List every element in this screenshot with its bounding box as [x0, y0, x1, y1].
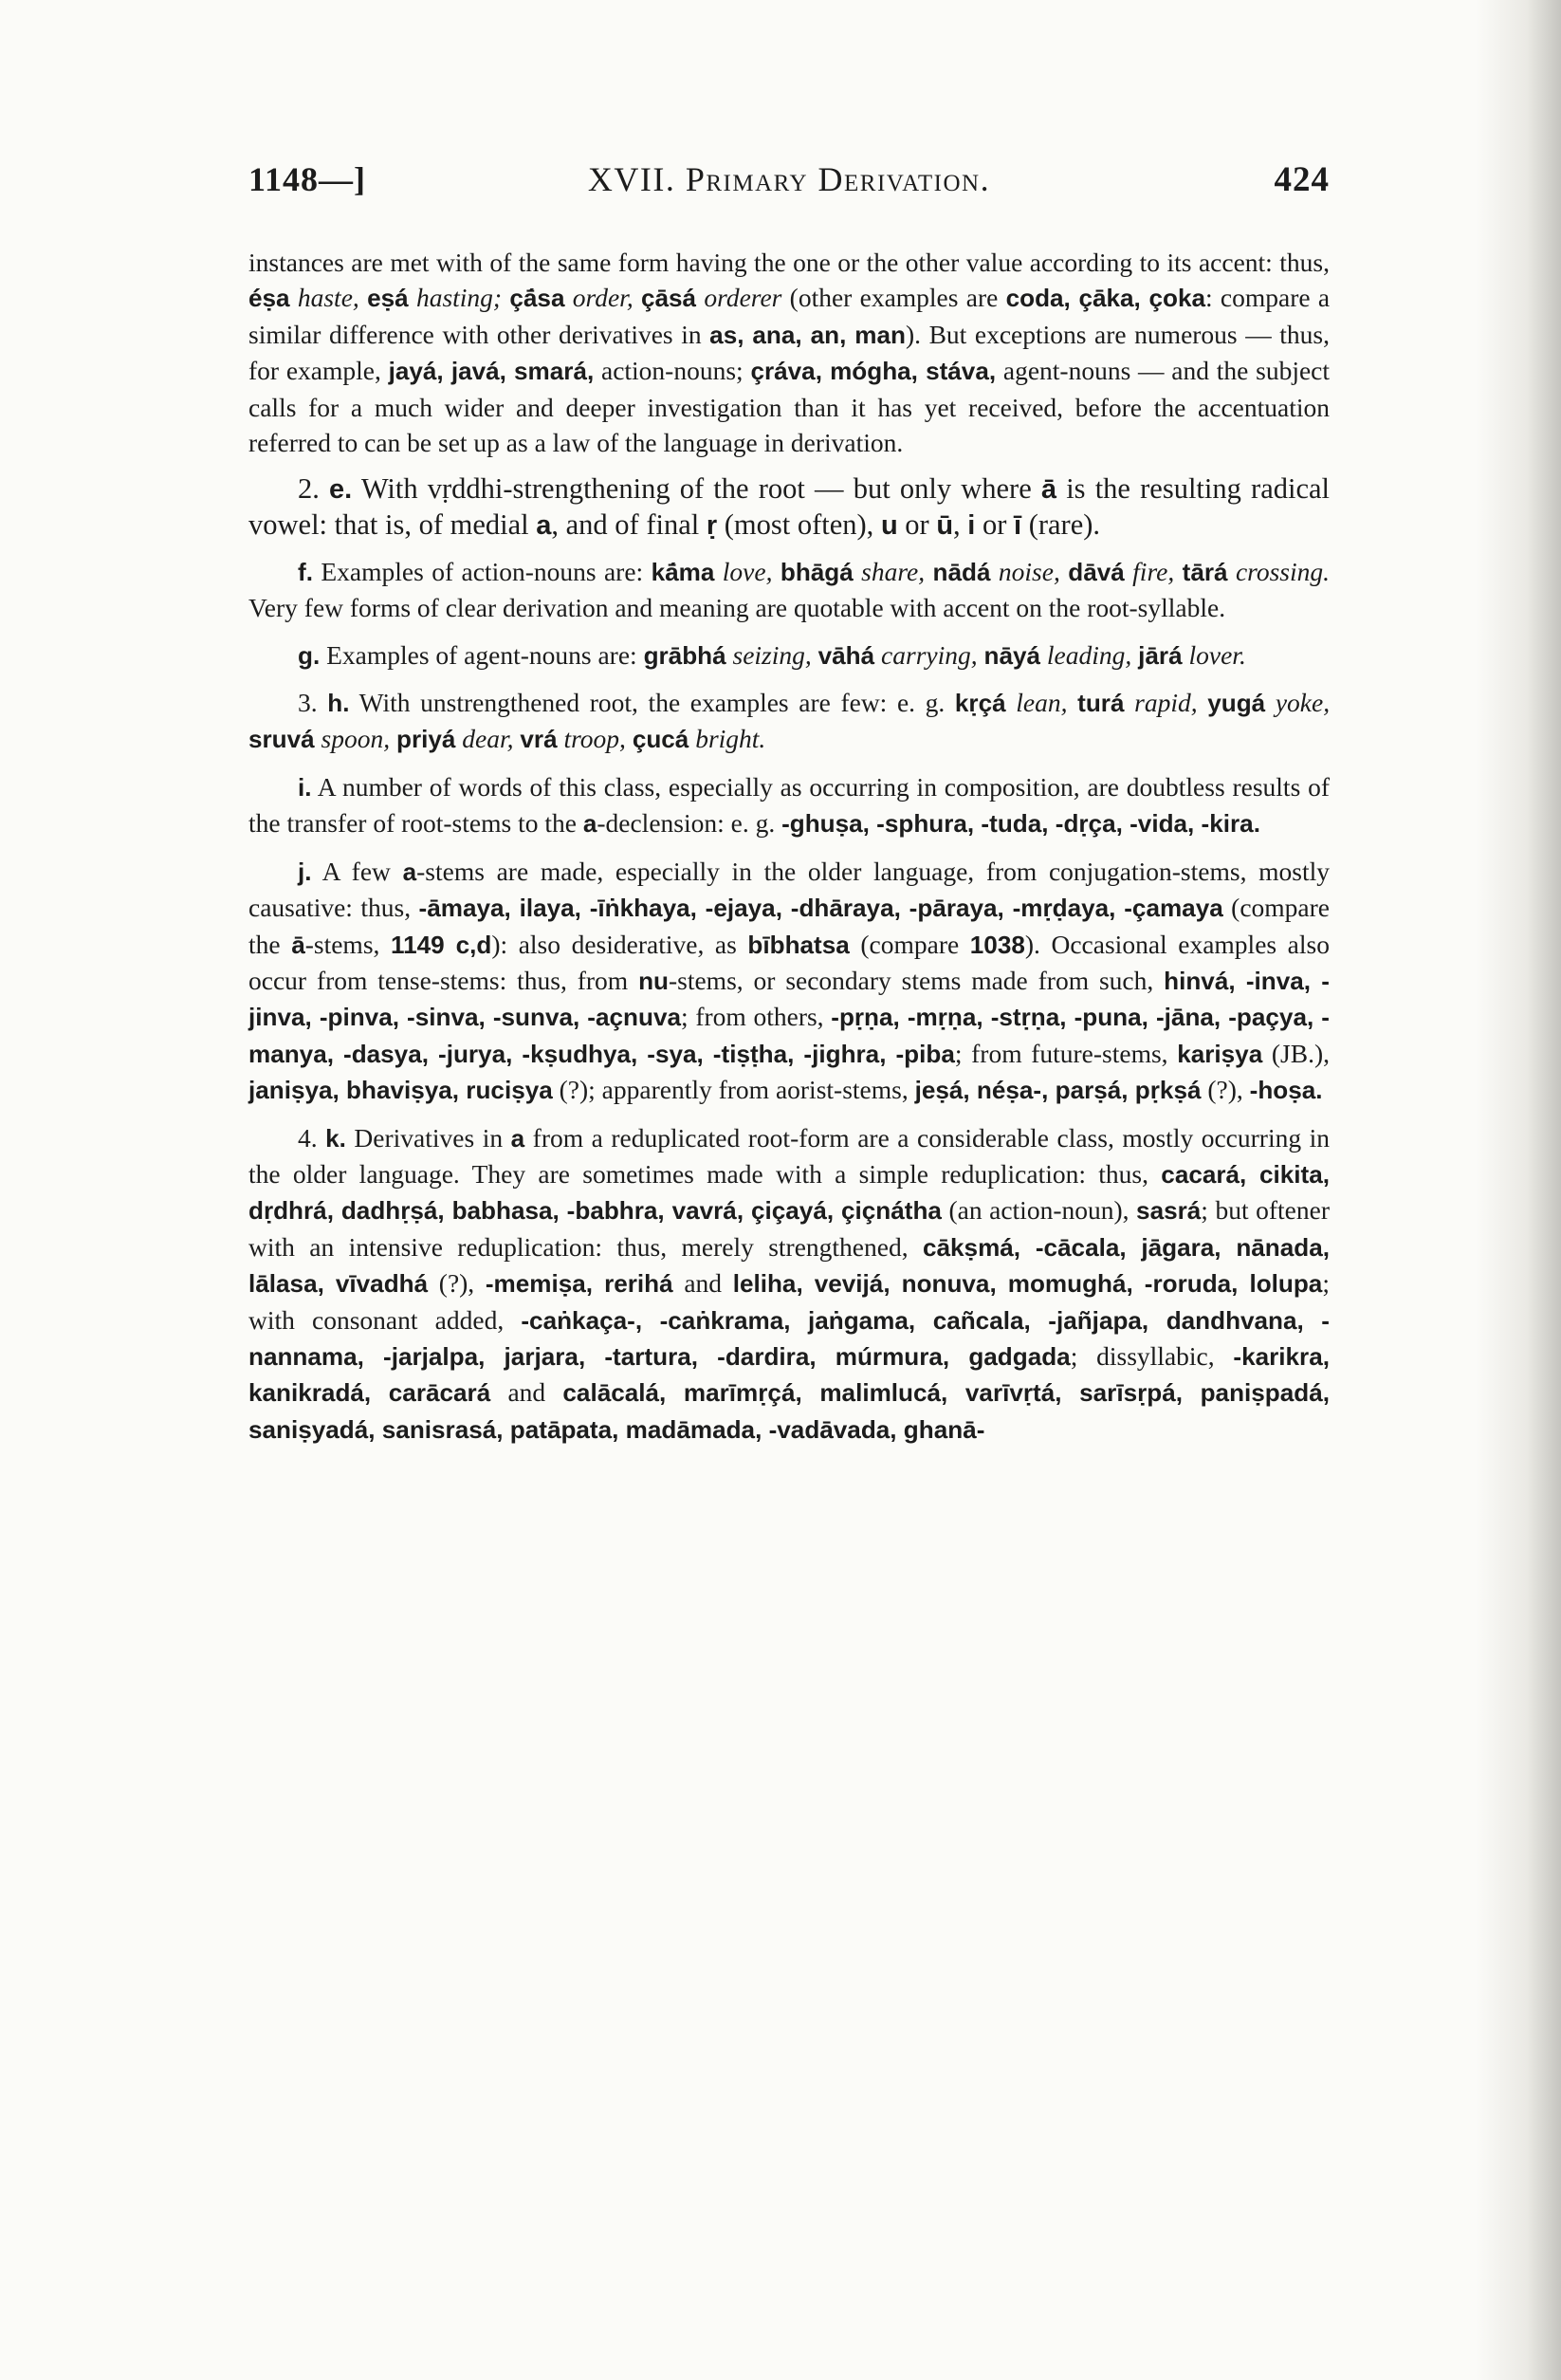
sanskrit-term: -pṛṇa, -mṛṇa, -stṛṇa, -puna, -jāna, -paçya, -manya, -dasya, -jurya, -kṣudhya, -sya, -tiṣṭha, -jighra, -piba [248, 1003, 1330, 1068]
gloss: share, [861, 556, 926, 586]
sanskrit-term: f. [298, 557, 313, 586]
sanskrit-term: vāhá [817, 640, 875, 670]
body-text: and [672, 1268, 733, 1299]
body-text: ; from others, [680, 1002, 832, 1032]
body-text: ). But exceptions are numerous — thus, for example, [248, 319, 1330, 386]
sanskrit-term: ṛ [706, 509, 718, 541]
sanskrit-term: priyá [396, 725, 456, 754]
body-text: and [490, 1377, 563, 1408]
gloss: troop, [563, 724, 626, 754]
body-text [290, 283, 298, 312]
paragraph-j [248, 854, 1330, 1109]
sanskrit-term: -hoṣa. [1249, 1076, 1323, 1105]
gloss: love, [722, 556, 773, 586]
sanskrit-term: leliha, vevijá, nonuva, momughá, -roruda, lolupa [732, 1269, 1323, 1299]
body-text [925, 557, 932, 586]
body-text: is the resulting radical vowel: that is, of medial [248, 472, 1330, 541]
body-text: from a reduplicated root-form are a considerable class, mostly occurring in the older language. They are sometimes made with a simple reduplication: thus, [248, 1122, 1330, 1189]
body-text: A few [311, 856, 403, 886]
body-text: 4. [298, 1122, 326, 1153]
body-text: With unstrengthened root, the examples are few: e. g. [349, 688, 955, 718]
sanskrit-term: cākṣmá, -cācala, jāgara, nānada, lālasa, vīvadhá [248, 1232, 1330, 1299]
sanskrit-term: jārá [1138, 640, 1183, 670]
sanskrit-term: tārá [1182, 557, 1228, 586]
sanskrit-term: éṣa [248, 284, 290, 313]
gloss: spoon, [321, 724, 391, 754]
body-text [854, 557, 861, 586]
body-text [1124, 688, 1134, 717]
body-text [1198, 688, 1208, 717]
sanskrit-term: -āmaya, ilaya, -īṅkhaya, -ejaya, -dhāraya, -pāraya, -mṛḍaya, -çamaya [418, 894, 1223, 923]
paragraph-3h [248, 685, 1330, 758]
gloss: yoke, [1275, 688, 1331, 718]
section-reference: 1148—] [248, 160, 367, 198]
body-text [1060, 557, 1068, 586]
paragraph-g [248, 637, 1330, 673]
body-text [1040, 640, 1047, 670]
sanskrit-term: j. [298, 857, 312, 886]
sanskrit-term: ū [936, 509, 954, 541]
body-text [390, 724, 396, 753]
body-text [315, 724, 321, 753]
body-text: action-nouns; [594, 356, 751, 386]
sanskrit-term: kā́ma [651, 557, 715, 586]
paragraph-f [248, 554, 1330, 626]
body-text: ). Occasional examples also occur from tense-stems: thus, from [248, 929, 1330, 995]
sanskrit-term: -memiṣa, rerihá [485, 1269, 673, 1299]
sanskrit-term: a [510, 1123, 525, 1153]
body-text: ; dissyllabic, [1070, 1340, 1234, 1371]
body-text: Derivatives in [345, 1122, 511, 1153]
gloss: noise, [998, 556, 1060, 586]
body-text [812, 640, 818, 670]
body-text: : compare a similar difference with other derivatives in [248, 283, 1331, 349]
body-text: (?); apparently from aorist-stems, [552, 1075, 915, 1105]
paragraph-2e [248, 471, 1330, 542]
body-text: ; from future-stems, [954, 1038, 1178, 1068]
body-text [1174, 557, 1182, 586]
paragraph-4k [248, 1120, 1330, 1448]
gloss: rapid, [1134, 688, 1198, 718]
body-text: -stems, [304, 929, 391, 959]
body-text: , [953, 507, 968, 541]
sanskrit-term: ī [1014, 509, 1022, 541]
body-text: A number of words of this class, especially as occurring in composition, are doubtless results of the transfer of root-stems to the [248, 771, 1330, 839]
gloss: bright. [695, 724, 766, 754]
body-text: (compare [849, 929, 970, 959]
sanskrit-term: nāyá [983, 640, 1041, 670]
sanskrit-term: a [582, 809, 597, 839]
sanskrit-term: a [402, 857, 417, 886]
sanskrit-term: i. [298, 772, 312, 802]
body-text [1228, 557, 1236, 586]
body-text: agent-nouns — and the subject calls for a much wider and deeper investigation than it has yet received, before the accentuation referred to can be set up as a law of the language in derivation. [248, 356, 1331, 458]
body-text: (JB.), [1262, 1038, 1330, 1068]
sanskrit-term: bhāgá [780, 557, 854, 586]
sanskrit-term: jayá, javá, smará, [388, 357, 595, 386]
sanskrit-term: kṛçá [954, 689, 1006, 718]
gloss: haste, [297, 283, 359, 313]
sanskrit-term: 1038 [969, 930, 1025, 959]
gloss: lean, [1016, 688, 1068, 718]
sanskrit-term: turá [1077, 689, 1125, 718]
sanskrit-term: nādá [932, 557, 991, 586]
sanskrit-term: g. [298, 640, 321, 670]
body-text [1006, 688, 1017, 717]
gloss: seizing, [732, 639, 812, 670]
sanskrit-term: a [536, 509, 552, 541]
sanskrit-term: calācalá, marīmṛçá, malimlucá, varīvṛtá, sarīsṛpá, paniṣpadá, saniṣyadá, sanisrasá, patāpata, madāmada, -vadāvada, ghanā- [248, 1378, 1330, 1444]
body-text [978, 640, 984, 670]
body-text [1265, 688, 1276, 717]
sanskrit-term: sruvá [248, 725, 315, 754]
sanskrit-term: k. [325, 1123, 346, 1153]
sanskrit-term: jeṣá, néṣa-, parṣá, pṛkṣá [914, 1076, 1202, 1105]
sanskrit-term: -ghuṣa, -sphura, -tuda, -dṛça, -vida, -kira. [781, 809, 1260, 839]
body-text: -declension: e. g. [597, 808, 782, 839]
gloss: lover. [1188, 639, 1246, 670]
body-text: (compare the [248, 893, 1330, 959]
sanskrit-term: vrá [520, 725, 558, 754]
gloss: crossing. [1235, 556, 1330, 586]
gloss: carrying, [881, 639, 978, 670]
sanskrit-term: bībhatsa [747, 930, 850, 959]
body-text: instances are met with of the same form having the one or the other value according to its accent: thus, [248, 248, 1330, 277]
body-text: Examples of action-nouns are: [312, 556, 652, 586]
chapter-title: XVII. Primary Derivation. [587, 160, 991, 198]
body-text [626, 724, 633, 753]
page-number: 424 [1274, 160, 1330, 199]
paragraph-i [248, 769, 1330, 842]
sanskrit-term: eṣá [367, 284, 409, 313]
body-text: or [897, 507, 937, 541]
body-text: Examples of agent-nouns are: [320, 639, 644, 670]
sanskrit-term: çā́sa [509, 284, 565, 313]
body-text: ; with consonant added, [248, 1268, 1330, 1335]
sanskrit-term: nu [638, 966, 669, 995]
gloss: leading, [1046, 639, 1132, 670]
paragraph-continuation [248, 245, 1330, 460]
body-text: (other examples are [781, 283, 1006, 313]
gloss: dear, [462, 724, 514, 754]
body-text: or [975, 507, 1014, 541]
sanskrit-term: sasrá [1136, 1196, 1202, 1226]
sanskrit-term: coda, çāka, çoka [1005, 284, 1205, 313]
sanskrit-term: grābhá [643, 640, 726, 670]
body-text: (rare). [1021, 507, 1101, 541]
sanskrit-term: -karikra, kanikradá, carācará [248, 1341, 1330, 1408]
body-text: Very few forms of clear derivation and meaning are quotable with accent on the root-syllable. [248, 593, 1226, 623]
body-text [359, 283, 367, 312]
sanskrit-term: çucá [632, 725, 689, 754]
sanskrit-term: çāsá [641, 284, 697, 313]
body-text [564, 283, 572, 312]
body-text: -stems, or secondary stems made from such, [668, 965, 1165, 995]
body-text: 2. [298, 472, 330, 506]
gloss: orderer [704, 283, 782, 313]
body-text [1125, 557, 1132, 586]
sanskrit-term: çráva, mógha, stáva, [750, 357, 997, 386]
sanskrit-term: kariṣya [1177, 1039, 1263, 1068]
sanskrit-term: h. [327, 689, 350, 718]
sanskrit-term: dāvá [1068, 557, 1125, 586]
body-text: ): also desiderative, as [491, 929, 748, 959]
body-text [874, 640, 881, 670]
page-body [248, 245, 1330, 1448]
gloss: order, [572, 283, 634, 313]
sanskrit-term: ā [1040, 474, 1057, 506]
body-text [409, 283, 416, 312]
gloss: hasting; [415, 283, 503, 313]
sanskrit-term: u [880, 509, 898, 541]
spine-shadow [1527, 0, 1561, 2380]
sanskrit-term: i [967, 509, 976, 541]
body-text [726, 640, 733, 670]
body-text [714, 557, 722, 586]
sanskrit-term: as, ana, an, man [709, 320, 906, 349]
sanskrit-term: cacará, cikita, dṛdhrá, dadhṛṣá, babhasa, -babhra, vavrá, çiçayá, çiçnátha [248, 1159, 1330, 1226]
body-text [772, 557, 780, 586]
sanskrit-term: yugá [1207, 689, 1266, 718]
body-text: -stems are made, especially in the older language, from conjugation-stems, mostly causative: thus, [248, 856, 1330, 923]
sanskrit-term: e. [329, 474, 353, 506]
sanskrit-term: -caṅkaça-, -caṅkrama, jaṅgama, cañcala, -jañjapa, dandhvana, -nannama, -jarjalpa, jarjara, -tartura, -dardira, múrmura, gadgada [248, 1305, 1330, 1371]
body-text: , and of final [551, 507, 707, 541]
body-text [634, 283, 641, 312]
sanskrit-term: 1149 c,d [390, 930, 492, 959]
body-text: (?), [1201, 1075, 1250, 1105]
body-text: With vṛddhi-strengthening of the root — but only where [352, 472, 1041, 506]
sanskrit-term: janiṣya, bhaviṣya, ruciṣya [248, 1076, 553, 1105]
body-text: (an action-noun), [941, 1195, 1137, 1226]
body-text: ; but oftener with an intensive reduplication: thus, merely strengthened, [248, 1195, 1331, 1262]
body-text: (most often), [717, 507, 881, 541]
body-text: (?), [428, 1268, 486, 1299]
gloss: fire, [1132, 556, 1175, 586]
sanskrit-term: ā [291, 930, 305, 959]
body-text [991, 557, 999, 586]
body-text: 3. [298, 688, 328, 718]
body-text [1068, 688, 1078, 717]
sanskrit-term: hinvá, -inva, -jinva, -pinva, -sinva, -sunva, -açnuva [248, 966, 1330, 1032]
running-header [248, 159, 1330, 216]
